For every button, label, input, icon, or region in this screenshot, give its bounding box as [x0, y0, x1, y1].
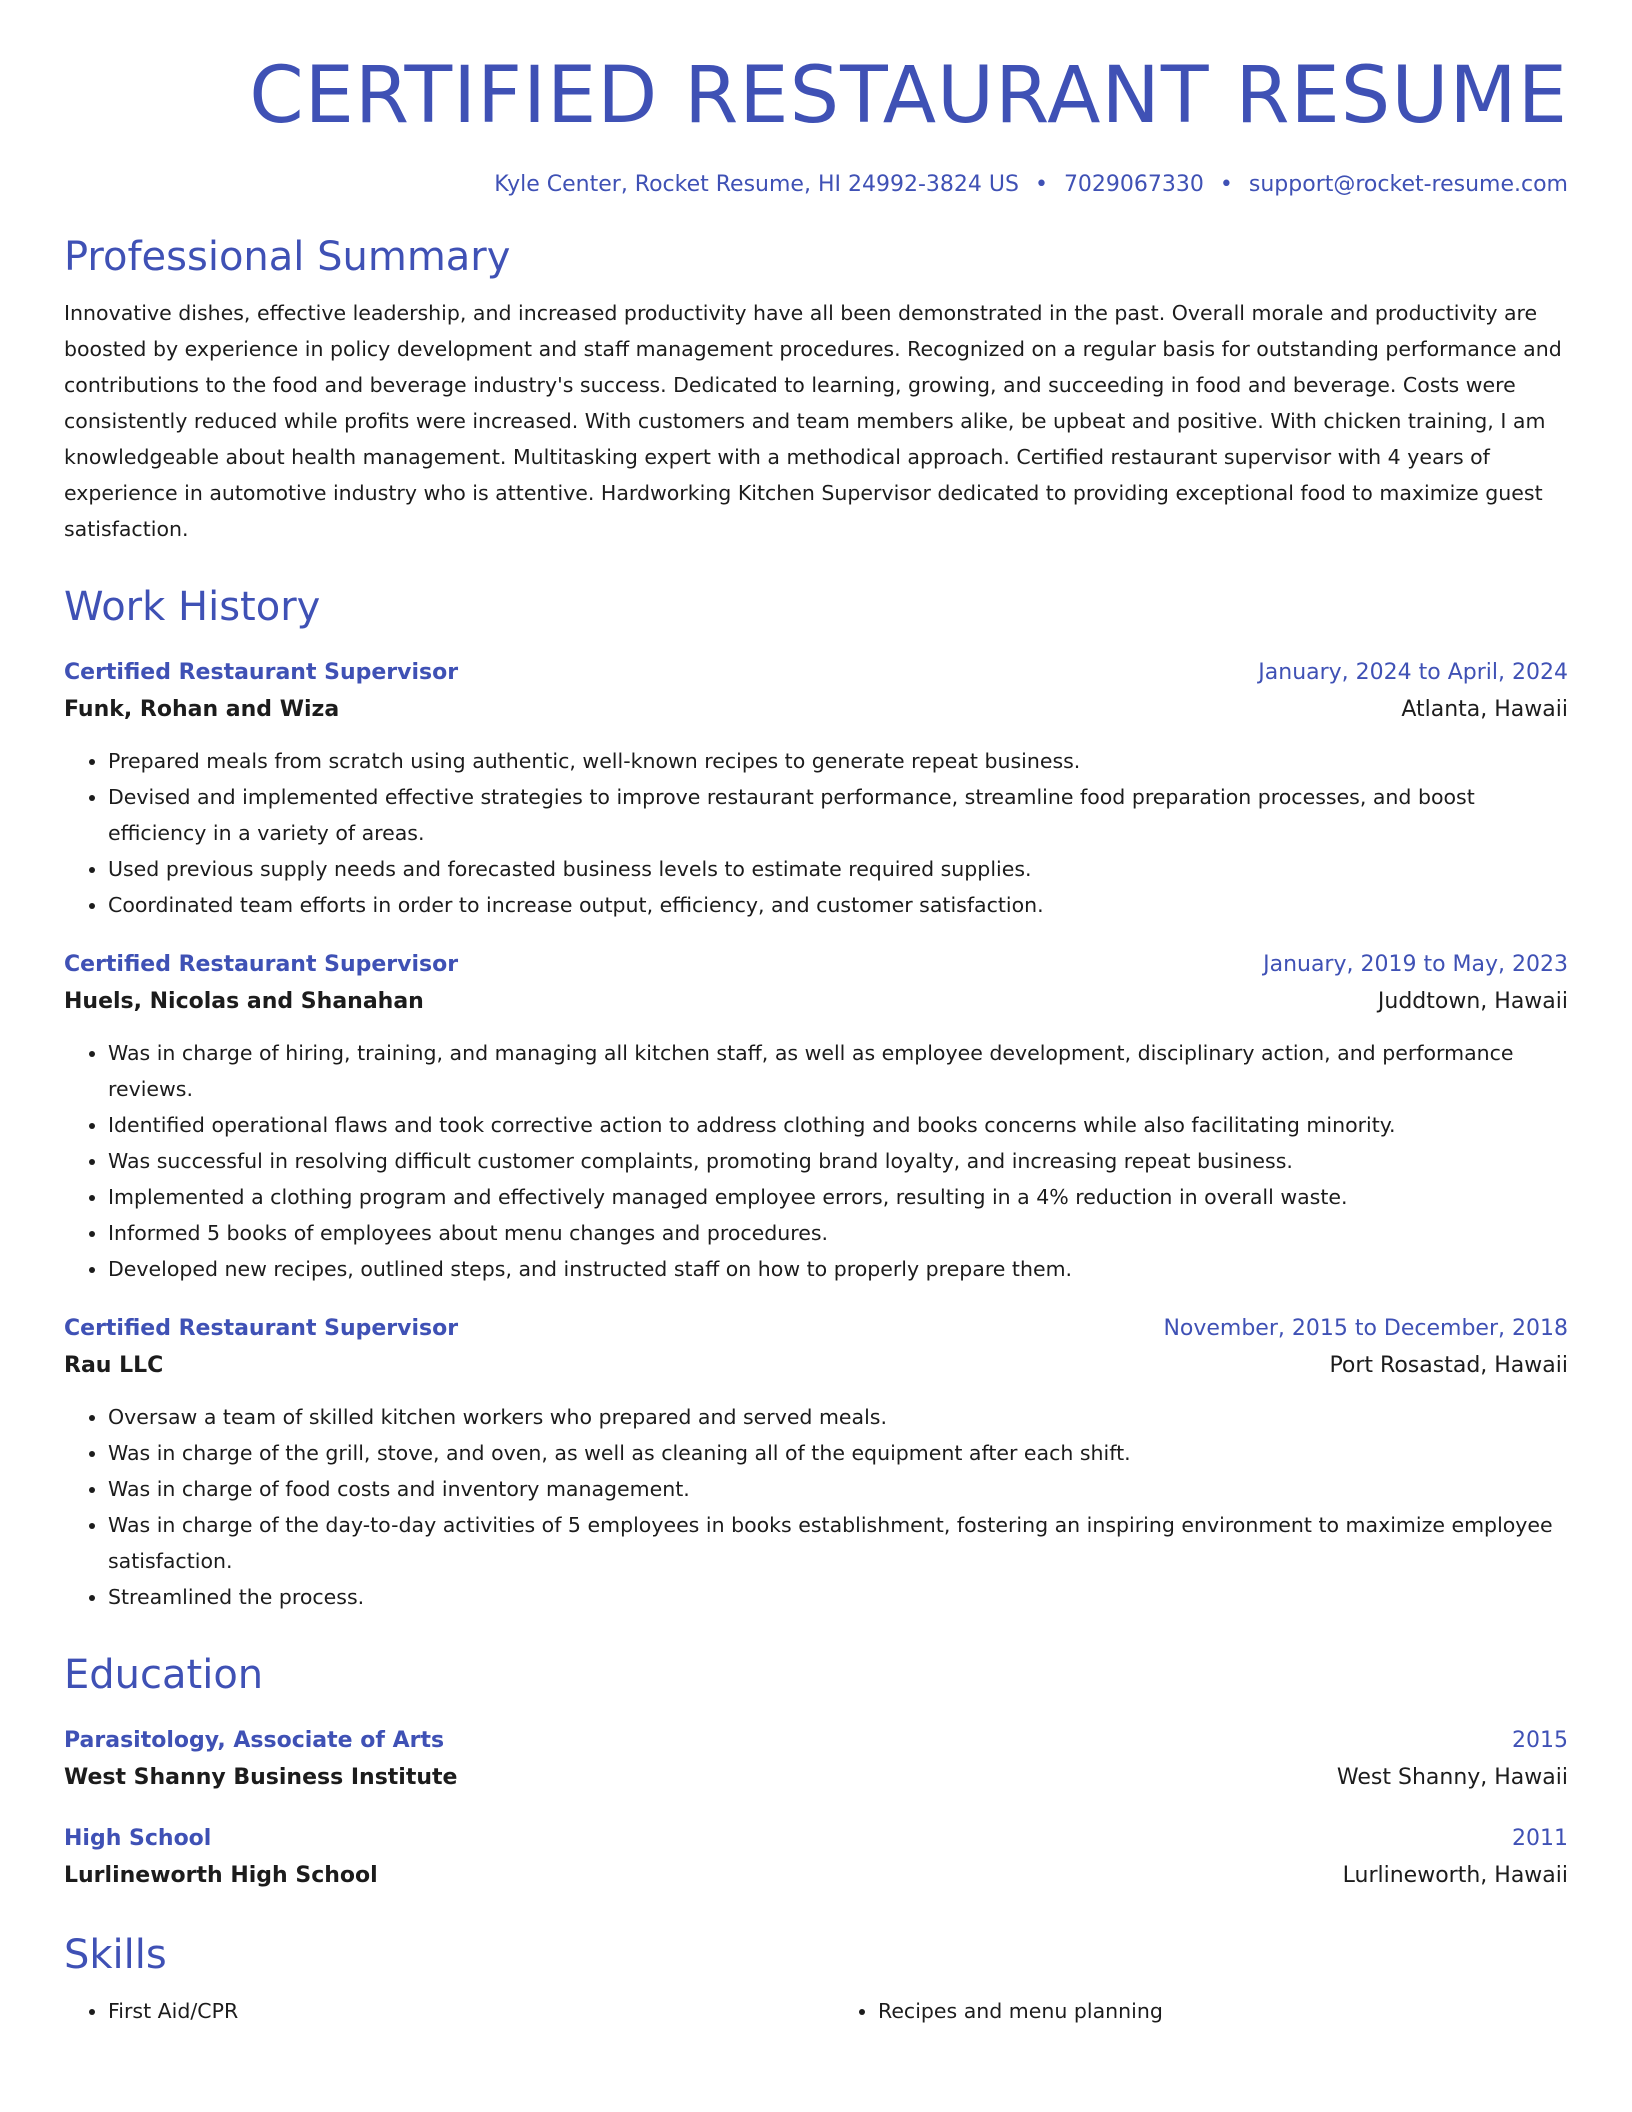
- skill-item: • Recipes and menu planning: [878, 1993, 1568, 2029]
- resume-header: [64, 51, 1568, 197]
- job-title: Certified Restaurant Supervisor: [64, 1315, 459, 1341]
- education-degree: High School: [64, 1825, 212, 1851]
- summary-heading: Professional Summary: [64, 233, 511, 280]
- list-item: • Coordinated team efforts in order to increase output, efficiency, and customer satisfaction.: [108, 887, 1568, 923]
- education-heading: Education: [64, 1651, 264, 1698]
- list-item: • Was in charge of the grill, stove, and oven, as well as cleaning all of the equipment after each shift.: [108, 1435, 1568, 1471]
- job-header: [64, 655, 1568, 691]
- contact-line: [64, 172, 1568, 197]
- list-item: • Developed new recipes, outlined steps, and instructed staff on how to properly prepare them.: [108, 1251, 1568, 1287]
- education-entry: [64, 1821, 1568, 1895]
- job-entry: [64, 947, 1568, 1287]
- list-item: • Was successful in resolving difficult customer complaints, promoting brand loyalty, and increasing repeat business.: [108, 1143, 1568, 1179]
- skill-item: • First Aid/CPR: [108, 1993, 838, 2029]
- job-bullets: [64, 1399, 1568, 1615]
- job-employer-row: [64, 983, 1568, 1021]
- job-employer-row: [64, 1347, 1568, 1385]
- document-title: CERTIFIED RESTAURANT RESUME: [249, 51, 1568, 141]
- job-employer: Huels, Nicolas and Shanahan: [64, 988, 424, 1014]
- list-item: • Implemented a clothing program and effectively managed employee errors, resulting in a 4% reduction in overall waste.: [108, 1179, 1568, 1215]
- job-header: [64, 1311, 1568, 1347]
- job-employer-row: [64, 691, 1568, 729]
- education-year: 2011: [1512, 1825, 1568, 1851]
- job-location: Atlanta, Hawaii: [1401, 696, 1568, 722]
- job-employer: Rau LLC: [64, 1352, 164, 1378]
- education-school: Lurlineworth High School: [64, 1862, 378, 1888]
- education-year: 2015: [1512, 1727, 1568, 1753]
- job-bullets: [64, 743, 1568, 923]
- job-employer: Funk, Rohan and Wiza: [64, 696, 340, 722]
- contact-separator: •: [1034, 171, 1048, 197]
- list-item: • Streamlined the process.: [108, 1579, 1568, 1615]
- job-title: Certified Restaurant Supervisor: [64, 659, 459, 685]
- list-item: • Oversaw a team of skilled kitchen workers who prepared and served meals.: [108, 1399, 1568, 1435]
- job-entry: [64, 1311, 1568, 1615]
- job-location: Juddtown, Hawaii: [1377, 988, 1568, 1014]
- list-item: • Was in charge of hiring, training, and managing all kitchen staff, as well as employee development, disciplinary action, and performance reviews.: [108, 1035, 1568, 1107]
- list-item: • Identified operational flaws and took corrective action to address clothing and books concerns while also facilitating minority.: [108, 1107, 1568, 1143]
- education-school: West Shanny Business Institute: [64, 1764, 458, 1790]
- contact-email[interactable]: support@rocket-resume.com: [1248, 171, 1568, 197]
- work-history-heading: Work History: [64, 583, 321, 630]
- list-item: • Was in charge of food costs and inventory management.: [108, 1471, 1568, 1507]
- contact-address: Kyle Center, Rocket Resume, HI 24992-3824 US: [494, 171, 1019, 197]
- job-dates: January, 2024 to April, 2024: [1258, 659, 1568, 685]
- list-item: • Used previous supply needs and forecasted business levels to estimate required supplies.: [108, 851, 1568, 887]
- job-bullets: [64, 1035, 1568, 1287]
- education-header: [64, 1723, 1568, 1759]
- education-header: [64, 1821, 1568, 1857]
- contact-phone[interactable]: 7029067330: [1063, 171, 1204, 197]
- summary-text: Innovative dishes, effective leadership, and increased productivity have all been demonstrated in the past. Overall morale and productivity are boosted by experience in policy development and staff management procedures. Recognized on a regular basis for outstanding performance and contributions to the food and beverage industry's success. Dedicated to learning, growing, and succeeding in food and beverage. Costs were consistently reduced while profits were increased. With customers and team members alike, be upbeat and positive. With chicken training, I am knowledgeable about health management. Multitasking expert with a methodical approach. Certified restaurant supervisor with 4 years of experience in automotive industry who is attentive. Hardworking Kitchen Supervisor dedicated to providing exceptional food to maximize guest satisfaction.: [64, 300, 1562, 541]
- education-entry: [64, 1723, 1568, 1797]
- job-dates: January, 2019 to May, 2023: [1263, 951, 1568, 977]
- list-item: • Informed 5 books of employees about menu changes and procedures.: [108, 1215, 1568, 1251]
- job-title: Certified Restaurant Supervisor: [64, 951, 459, 977]
- job-header: [64, 947, 1568, 983]
- job-location: Port Rosastad, Hawaii: [1329, 1352, 1568, 1378]
- list-item: • Was in charge of the day-to-day activities of 5 employees in books establishment, fostering an inspiring environment to maximize employee satisfaction.: [108, 1507, 1568, 1579]
- skills-list: [64, 1993, 1568, 2029]
- contact-separator: •: [1219, 171, 1233, 197]
- education-location: Lurlineworth, Hawaii: [1342, 1862, 1568, 1888]
- education-school-row: [64, 1759, 1568, 1797]
- job-dates: November, 2015 to December, 2018: [1163, 1315, 1568, 1341]
- list-item: • Devised and implemented effective strategies to improve restaurant performance, streamline food preparation processes, and boost efficiency in a variety of areas.: [108, 779, 1568, 851]
- education-degree: Parasitology, Associate of Arts: [64, 1727, 445, 1753]
- education-school-row: [64, 1857, 1568, 1895]
- list-item: • Prepared meals from scratch using authentic, well-known recipes to generate repeat business.: [108, 743, 1568, 779]
- education-location: West Shanny, Hawaii: [1336, 1764, 1568, 1790]
- job-entry: [64, 655, 1568, 923]
- skills-heading: Skills: [64, 1931, 167, 1978]
